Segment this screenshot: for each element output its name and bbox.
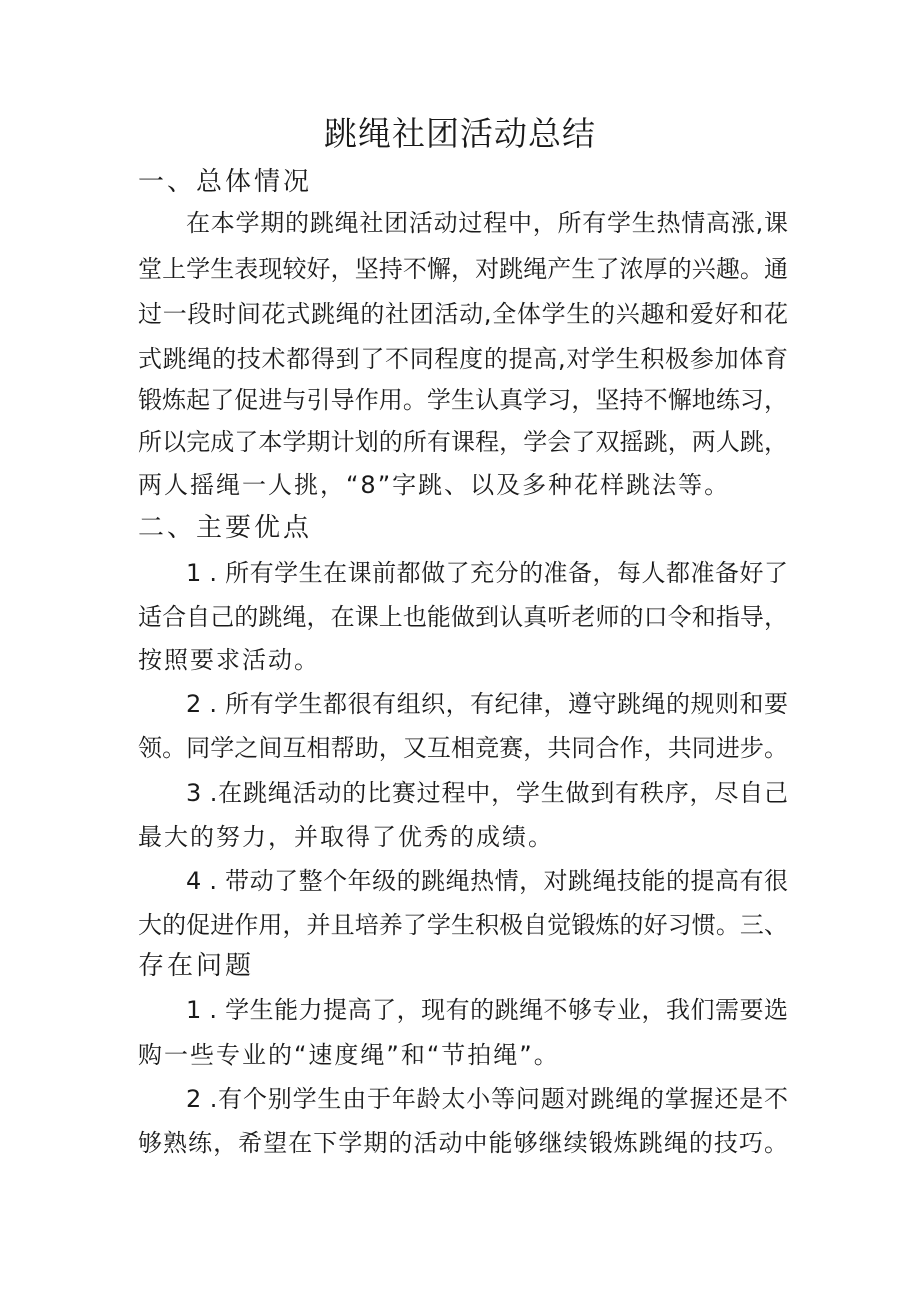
paragraph-line: 1 . 学生能力提高了，现有的跳绳不够专业，我们需要选	[186, 996, 788, 1024]
paragraph-line: 适合自己的跳绳，在课上也能做到认真听老师的口令和指导，	[138, 603, 788, 631]
paragraph-line: 过一段时间花式跳绳的社团活动,全体学生的兴趣和爱好和花	[138, 300, 788, 328]
paragraph-line: 够熟练，希望在下学期的活动中能够继续锻炼跳绳的技巧。	[138, 1129, 788, 1157]
paragraph-line: 大的促进作用，并且培养了学生积极自觉锻炼的好习惯。三、	[138, 911, 788, 939]
paragraph-line: 3 .在跳绳活动的比赛过程中，学生做到有秩序，尽自己	[186, 779, 788, 807]
paragraph-line: 所以完成了本学期计划的所有课程，学会了双摇跳，两人跳，	[138, 428, 788, 456]
paragraph-line: 堂上学生表现较好，坚持不懈，对跳绳产生了浓厚的兴趣。通	[138, 255, 788, 283]
document-title: 跳绳社团活动总结	[324, 114, 596, 153]
paragraph-line: 2 .有个别学生由于年龄太小等问题对跳绳的掌握还是不	[186, 1085, 788, 1113]
paragraph-line: 领。同学之间互相帮助，又互相竞赛，共同合作，共同进步。	[138, 734, 788, 762]
paragraph-line: 最大的努力，并取得了优秀的成绩。	[138, 823, 554, 851]
paragraph-line: 锻炼起了促进与引导作用。学生认真学习，坚持不懈地练习，	[138, 386, 788, 414]
section-heading-advantages: 二、主要优点	[138, 513, 313, 543]
section-heading-issues: 存在问题	[138, 951, 255, 981]
paragraph-line: 4 . 带动了整个年级的跳绳热情，对跳绳技能的提高有很	[186, 867, 788, 895]
section-heading-overview: 一、总体情况	[138, 167, 313, 197]
paragraph-line: 式跳绳的技术都得到了不同程度的提高,对学生积极参加体育	[138, 345, 788, 373]
paragraph-line: 两人摇绳一人挑，“8”字跳、以及多种花样跳法等。	[138, 471, 731, 499]
paragraph-line: 2 . 所有学生都很有组织，有纪律，遵守跳绳的规则和要	[186, 690, 788, 718]
paragraph-line: 购一些专业的“速度绳”和“节拍绳”。	[138, 1041, 560, 1069]
paragraph-line: 在本学期的跳绳社团活动过程中，所有学生热情高涨,课	[186, 209, 788, 237]
paragraph-line: 1 . 所有学生在课前都做了充分的准备，每人都准备好了	[186, 559, 788, 587]
paragraph-line: 按照要求活动。	[138, 646, 320, 674]
